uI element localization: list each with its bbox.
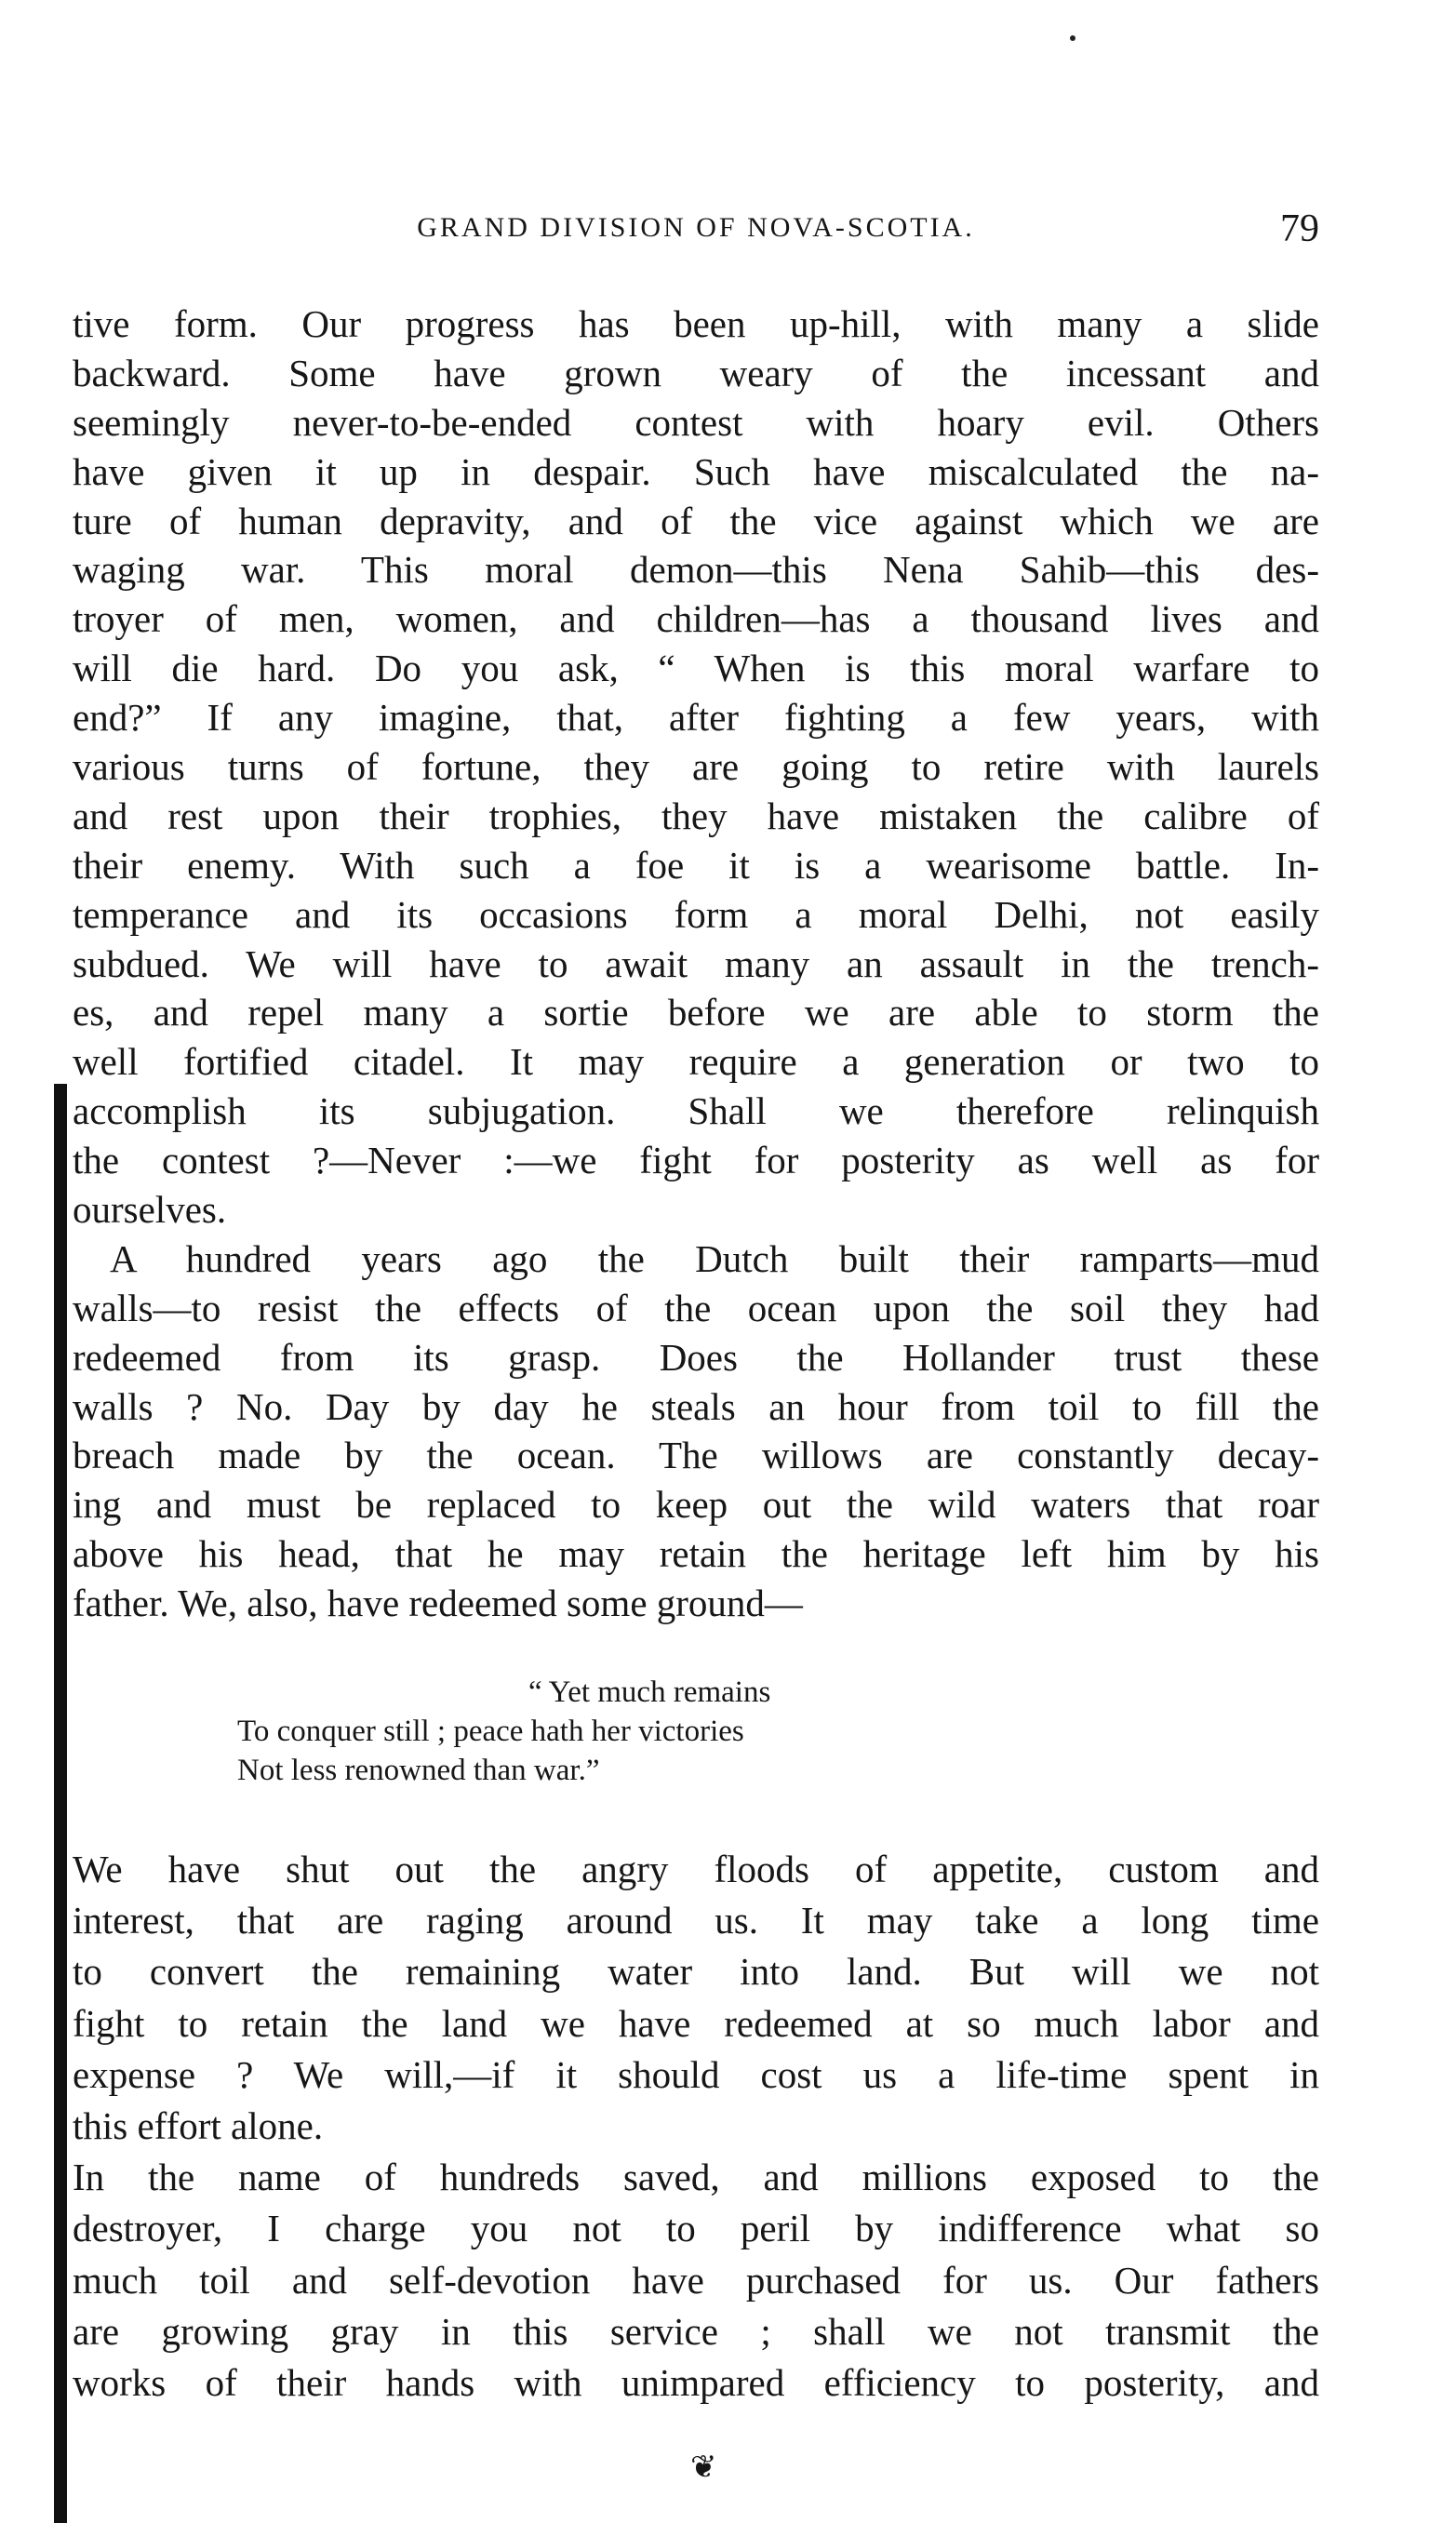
body-text-upper xyxy=(73,300,1319,1628)
text-line: ourselves. xyxy=(73,1188,227,1232)
text-line: ing and must be replaced to keep out the wild waters that roar xyxy=(73,1483,1319,1527)
text-line: backward. Some have grown weary of the incessant and xyxy=(73,351,1319,394)
text-line: are growing gray in this service ; shall we not transmit the xyxy=(73,2309,1319,2353)
text-line: the contest ?—Never :—we fight for posterity as well as for xyxy=(73,1139,1319,1182)
text-line: works of their hands with unimpared efficiency to posterity, and xyxy=(73,2360,1319,2404)
text-line: tive form. Our progress has been up-hill, with many a slide xyxy=(73,302,1319,345)
verse-line: Not less renowned than war.” xyxy=(237,1754,600,1787)
text-line: this effort alone. xyxy=(73,2103,324,2147)
text-line: will die hard. Do you ask, “ When is this moral warfare to xyxy=(73,647,1319,690)
running-title: GRAND DIVISION OF NOVA-SCOTIA. xyxy=(417,212,975,243)
text-line: temperance and its occasions form a moral Delhi, not easily xyxy=(73,892,1319,936)
body-text-lower xyxy=(73,1844,1319,2409)
text-line: walls ? No. Day by day he steals an hour from toil to fill the xyxy=(73,1384,1319,1428)
text-line: end?” If any imagine, that, after fighting a few years, with xyxy=(73,696,1319,740)
text-line: waging war. This moral demon—this Nena Sahib—this des- xyxy=(73,548,1319,592)
text-line: expense ? We will,—if it should cost us a life-time spent in xyxy=(73,2052,1319,2096)
text-line: es, and repel many a sortie before we are able to storm the xyxy=(73,991,1319,1035)
ink-speck xyxy=(1070,35,1075,41)
text-line: ture of human depravity, and of the vice against which we are xyxy=(73,499,1319,542)
verse-line: To conquer still ; peace hath her victories xyxy=(237,1715,744,1748)
binding-shadow xyxy=(54,1084,67,2523)
text-line: above his head, that he may retain the heritage left him by his xyxy=(73,1532,1319,1576)
text-line: much toil and self-devotion have purchased for us. Our fathers xyxy=(73,2258,1319,2302)
text-line: well fortified citadel. It may require a generation or two to xyxy=(73,1040,1319,1084)
text-line: and rest upon their trophies, they have mistaken the calibre of xyxy=(73,794,1319,837)
text-line: subdued. We will have to await many an assault in the trench- xyxy=(73,941,1319,985)
verse-line: “ Yet much remains xyxy=(528,1675,771,1709)
text-line: In the name of hundreds saved, and millions exposed to the xyxy=(73,2156,1319,2199)
text-line: father. We, also, have redeemed some ground— xyxy=(73,1582,803,1625)
verse-quotation xyxy=(237,1673,1168,1790)
text-line: fight to retain the land we have redeemed at so much labor and xyxy=(73,2001,1319,2045)
text-line: destroyer, I charge you not to peril by indifference what so xyxy=(73,2207,1319,2250)
text-line: We have shut out the angry floods of appetite, custom and xyxy=(73,1848,1319,1890)
text-line: various turns of fortune, they are going to retire with laurels xyxy=(73,745,1319,789)
text-line: to convert the remaining water into land. But will we not xyxy=(73,1950,1319,1994)
text-line: interest, that are raging around us. It may take a long time xyxy=(73,1899,1319,1942)
text-line: breach made by the ocean. The willows are constantly decay- xyxy=(73,1434,1319,1477)
running-head xyxy=(73,207,1319,253)
text-line: redeemed from its grasp. Does the Hollander trust these xyxy=(73,1335,1319,1379)
tail-ornament-icon: ❦ xyxy=(690,2449,717,2486)
text-line: troyer of men, women, and children—has a thousand lives and xyxy=(73,597,1319,641)
page-number: 79 xyxy=(1280,207,1319,250)
text-line: their enemy. With such a foe it is a wearisome battle. In- xyxy=(73,843,1319,887)
text-line: A hundred years ago the Dutch built their ramparts—mud xyxy=(110,1236,1319,1280)
text-line: accomplish its subjugation. Shall we therefore relinquish xyxy=(73,1089,1319,1133)
text-line: seemingly never-to-be-ended contest with hoary evil. Others xyxy=(73,400,1319,444)
text-line: walls—to resist the effects of the ocean upon the soil they had xyxy=(73,1286,1319,1329)
text-line: have given it up in despair. Such have miscalculated the na- xyxy=(73,449,1319,493)
